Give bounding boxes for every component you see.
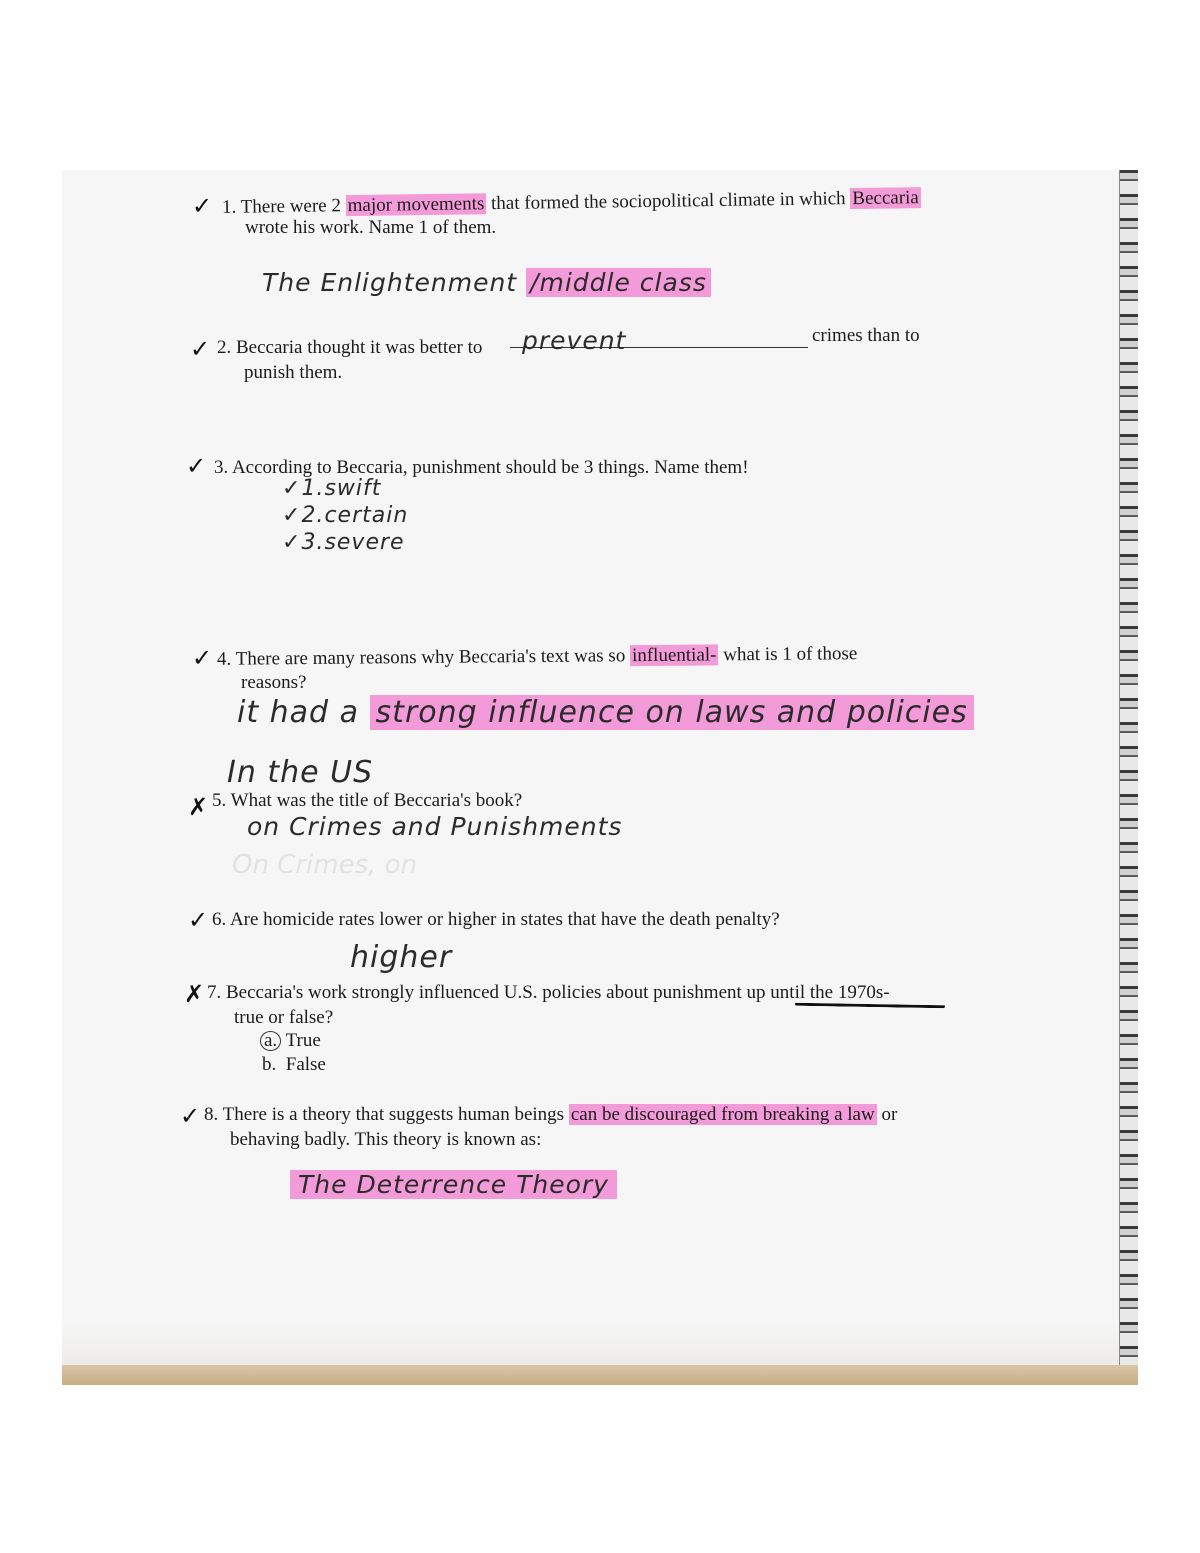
question-7-line2: true or false? xyxy=(234,1007,334,1028)
pen-underline xyxy=(795,1002,945,1009)
answer-6: higher xyxy=(350,940,453,975)
desk-surface xyxy=(62,1365,1138,1385)
question-5: 5. What was the title of Beccaria's book? xyxy=(212,790,523,811)
question-2: 2. Beccaria thought it was better to xyxy=(217,337,483,358)
option-a: a. True xyxy=(260,1030,321,1052)
answer-4: it had a strong influence on laws and policies xyxy=(237,695,974,730)
answer-3-1: ✓1.swift xyxy=(282,476,382,501)
faded-writing: On Crimes, on xyxy=(232,850,418,880)
question-8-line2: behaving badly. This theory is known as: xyxy=(230,1129,542,1150)
answer-4-cont: In the US xyxy=(227,755,374,790)
answer-5: on Crimes and Punishments xyxy=(247,812,623,841)
notebook-spiral xyxy=(1119,170,1138,1370)
check-mark-icon: ✓ xyxy=(186,452,207,480)
check-mark-icon: ✓ xyxy=(180,1102,201,1130)
question-7: 7. Beccaria's work strongly influenced U.S. policies about punishment up until the 1970s- xyxy=(207,982,890,1003)
question-4-line2: reasons? xyxy=(241,672,307,693)
cross-mark-icon: ✗ xyxy=(188,793,209,821)
answer-3-3: ✓3.severe xyxy=(282,530,405,555)
question-3: 3. According to Beccaria, punishment should be 3 things. Name them! xyxy=(214,457,749,478)
question-6: 6. Are homicide rates lower or higher in states that have the death penalty? xyxy=(212,909,780,930)
cross-mark-icon: ✗ xyxy=(184,980,205,1008)
check-mark-icon: ✓ xyxy=(192,644,213,672)
question-8: 8. There is a theory that suggests human beings can be discouraged from breaking a law or xyxy=(204,1104,898,1125)
answer-2: prevent xyxy=(522,326,627,355)
answer-8: The Deterrence Theory xyxy=(290,1170,617,1199)
check-mark-icon: ✓ xyxy=(192,192,213,220)
document-photo xyxy=(62,170,1138,1385)
question-2-line2: punish them. xyxy=(244,362,343,383)
answer-1: The Enlightenment /middle class xyxy=(262,268,711,297)
question-2-end: crimes than to xyxy=(812,325,920,346)
question-1: 1. There were 2 major movements that formed the sociopolitical climate in which Beccaria xyxy=(221,187,919,218)
option-b: b. False xyxy=(262,1054,326,1075)
answer-3-2: ✓2.certain xyxy=(282,503,409,528)
check-mark-icon: ✓ xyxy=(188,906,209,934)
question-1-line2: wrote his work. Name 1 of them. xyxy=(245,217,497,238)
worksheet-page xyxy=(62,170,1120,1370)
check-mark-icon: ✓ xyxy=(190,335,211,363)
page-bottom-shadow xyxy=(62,1320,1120,1370)
question-4: 4. There are many reasons why Beccaria's text was so influential- what is 1 of those xyxy=(216,643,858,670)
